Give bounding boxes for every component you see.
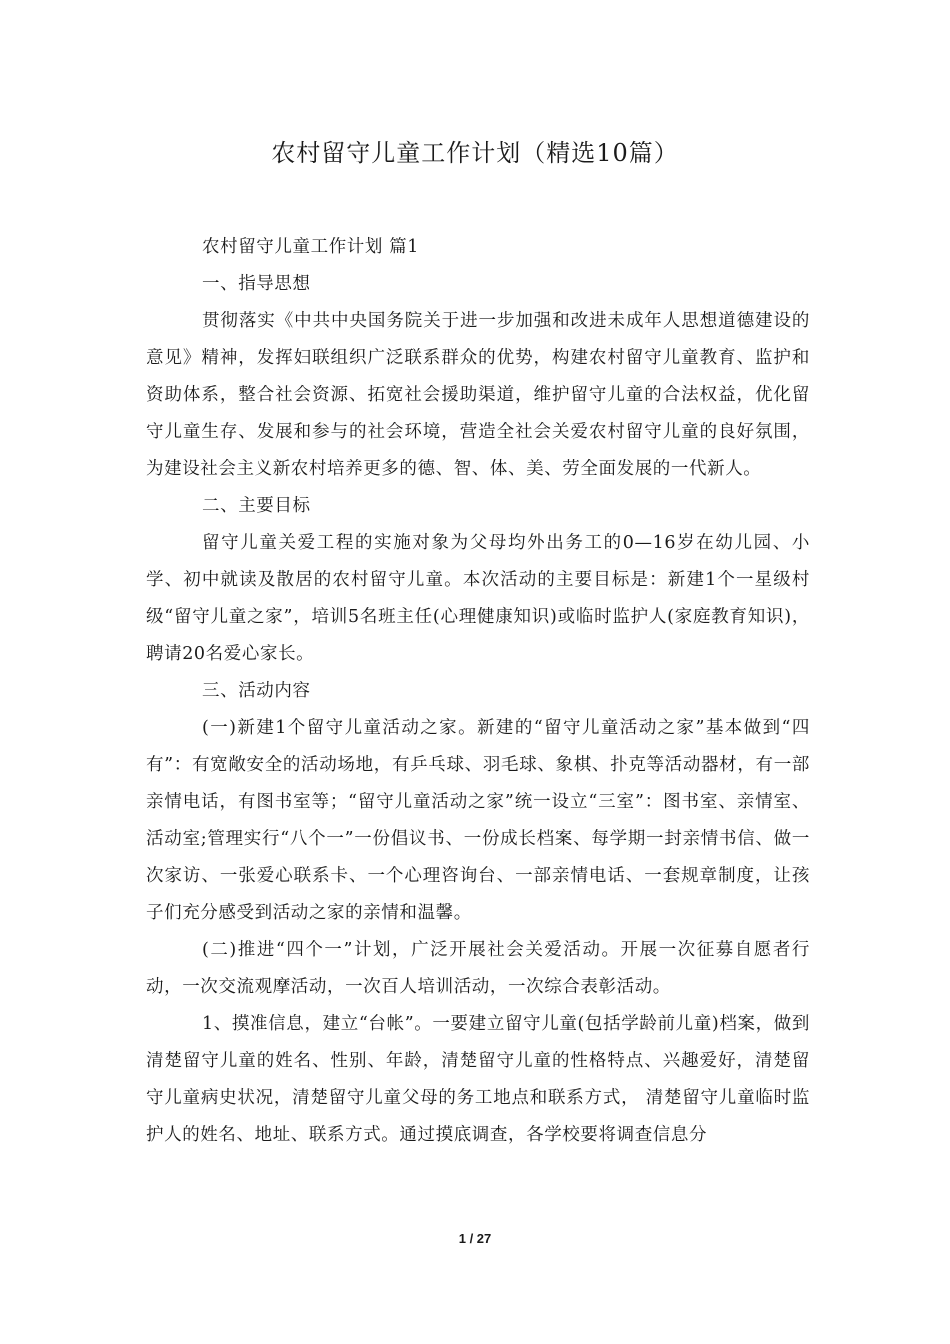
body-paragraph: (一)新建1个留守儿童活动之家。新建的“留守儿童活动之家”基本做到“四有”：有宽敞安全的活动场地，有乒乓球、羽毛球、象棋、扑克等活动器材，有一部亲情电话，有图书室等；“留守儿童活动之家”统一设立“三室”：图书室、亲情室、活动室;管理实行“八个一”一份倡议书、一份成长档案、每学期一封亲情书信、做一次家访、一张爱心联系卡、一个心理咨询台、一部亲情电话、一套规章制度，让孩子们充分感受到活动之家的亲情和温馨。	[146, 718, 810, 923]
subheading-guiding-ideology: 一、指导思想	[202, 274, 311, 294]
body-paragraph: 留守儿童关爱工程的实施对象为父母均外出务工的0—16岁在幼儿园、小学、初中就读及散居的农村留守儿童。本次活动的主要目标是：新建1个一星级村级“留守儿童之家”，培训5名班主任(心理健康知识)或临时监护人(家庭教育知识)，聘请20名爱心家长。	[146, 533, 810, 664]
document-body	[146, 229, 810, 1154]
page-number: 1 / 27	[458, 1231, 492, 1246]
body-paragraph: 贯彻落实《中共中央国务院关于进一步加强和改进未成年人思想道德建设的意见》精神，发挥妇联组织广泛联系群众的优势，构建农村留守儿童教育、监护和资助体系，整合社会资源、拓宽社会援助渠道，维护留守儿童的合法权益，优化留守儿童生存、发展和参与的社会环境，营造全社会关爱农村留守儿童的良好氛围，为建设社会主义新农村培养更多的德、智、体、美、劳全面发展的一代新人。	[146, 311, 810, 479]
subheading-activity-content: 三、活动内容	[202, 681, 311, 701]
body-paragraph: 1、摸准信息，建立“台帐”。一要建立留守儿童(包括学龄前儿童)档案，做到清楚留守儿童的姓名、性别、年龄，清楚留守儿童的性格特点、兴趣爱好，清楚留守儿童病史状况，清楚留守儿童父母的务工地点和联系方式， 清楚留守儿童临时监护人的姓名、地址、联系方式。通过摸底调查，各学校要将调查信息分	[146, 1014, 810, 1145]
subheading-main-goals: 二、主要目标	[202, 496, 311, 516]
document-title: 农村留守儿童工作计划（精选10篇）	[271, 139, 679, 167]
body-paragraph: (二)推进“四个一”计划，广泛开展社会关爱活动。开展一次征募自愿者行动，一次交流观摩活动，一次百人培训活动，一次综合表彰活动。	[146, 940, 810, 997]
section-heading: 农村留守儿童工作计划 篇1	[202, 237, 419, 257]
